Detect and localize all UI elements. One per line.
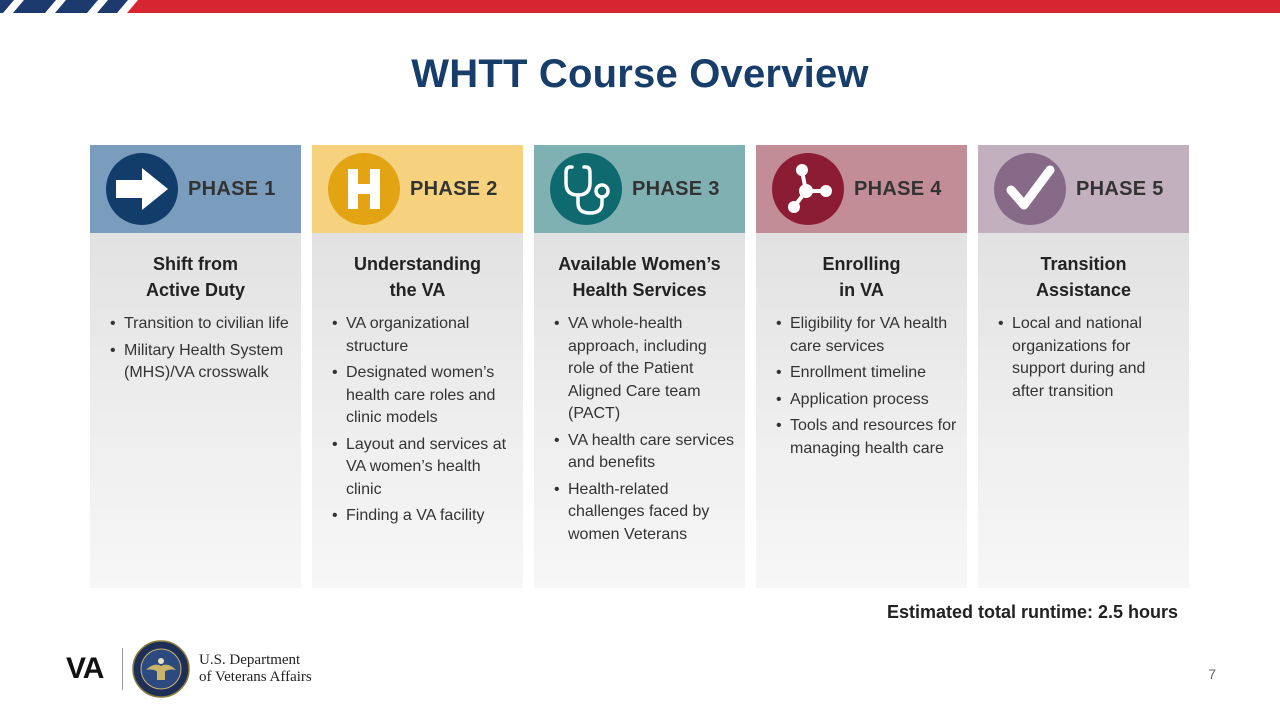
logo-divider	[122, 648, 123, 690]
page-title: WHTT Course Overview	[411, 52, 869, 96]
phase-label-1: PHASE 1	[188, 178, 276, 200]
phase-header-1	[90, 145, 301, 233]
phase-bullets-2	[312, 313, 523, 528]
phase-card-3	[534, 145, 745, 588]
phase-label-5: PHASE 5	[1076, 178, 1164, 200]
phase-title-5: Transition Assistance	[1035, 254, 1132, 300]
arrow-right-icon	[106, 153, 178, 225]
phase-label-4: PHASE 4	[854, 178, 942, 200]
phase-header-4	[756, 145, 967, 233]
top-stripe-band	[0, 0, 1280, 13]
phase-bullets-5	[978, 313, 1189, 403]
bullet-item: • VA health care services and benefits	[554, 430, 737, 475]
bullet-item: • VA whole-health approach, including role of the Patient Aligned Care team (PACT)	[554, 313, 737, 426]
bullet-item: • VA organizational structure	[332, 313, 515, 358]
va-footer-logo	[66, 640, 366, 698]
phases-row	[90, 145, 1190, 588]
bullet-item: • Military Health System (MHS)/VA crosswalk	[110, 340, 293, 385]
phase-card-5	[978, 145, 1189, 588]
phase-card-2	[312, 145, 523, 588]
phase-bullets-4	[756, 313, 967, 460]
bullet-item: • Tools and resources for managing health care	[776, 415, 959, 460]
bullet-item: • Local and national organizations for support during and after transition	[998, 313, 1181, 403]
phase-bullets-1	[90, 313, 301, 385]
phase-bullets-3	[534, 313, 745, 546]
va-seal-icon	[132, 640, 190, 698]
phase-title-3: Available Women’s Health Services	[558, 254, 721, 300]
phase-label-3: PHASE 3	[632, 178, 720, 200]
bullet-item: • Finding a VA facility	[332, 505, 515, 528]
phase-header-3	[534, 145, 745, 233]
network-icon	[772, 153, 844, 225]
phase-title-4: Enrolling in VA	[822, 254, 901, 300]
phase-card-1	[90, 145, 301, 588]
bullet-item: • Enrollment timeline	[776, 362, 959, 385]
va-wordmark: VA	[66, 652, 104, 685]
stethoscope-icon	[550, 153, 622, 225]
phase-title-2: Understanding the VA	[353, 254, 481, 300]
bullet-item: • Layout and services at VA women’s health clinic	[332, 434, 515, 502]
phase-title-1: Shift from Active Duty	[145, 254, 246, 300]
page-number: 7	[1208, 666, 1216, 682]
bullet-item: • Application process	[776, 389, 959, 412]
phase-card-4	[756, 145, 967, 588]
department-name: U.S. Department of Veterans Affairs	[199, 652, 312, 685]
phase-header-2	[312, 145, 523, 233]
bullet-item: • Designated women’s health care roles and clinic models	[332, 362, 515, 430]
bullet-item: • Health-related challenges faced by women Veterans	[554, 479, 737, 547]
bullet-item: • Transition to civilian life	[110, 313, 293, 336]
phase-header-5	[978, 145, 1189, 233]
runtime-note: Estimated total runtime: 2.5 hours	[886, 602, 1178, 622]
bullet-item: • Eligibility for VA health care services	[776, 313, 959, 358]
phase-label-2: PHASE 2	[410, 178, 498, 200]
checkmark-icon	[994, 153, 1066, 225]
hospital-h-icon	[328, 153, 400, 225]
